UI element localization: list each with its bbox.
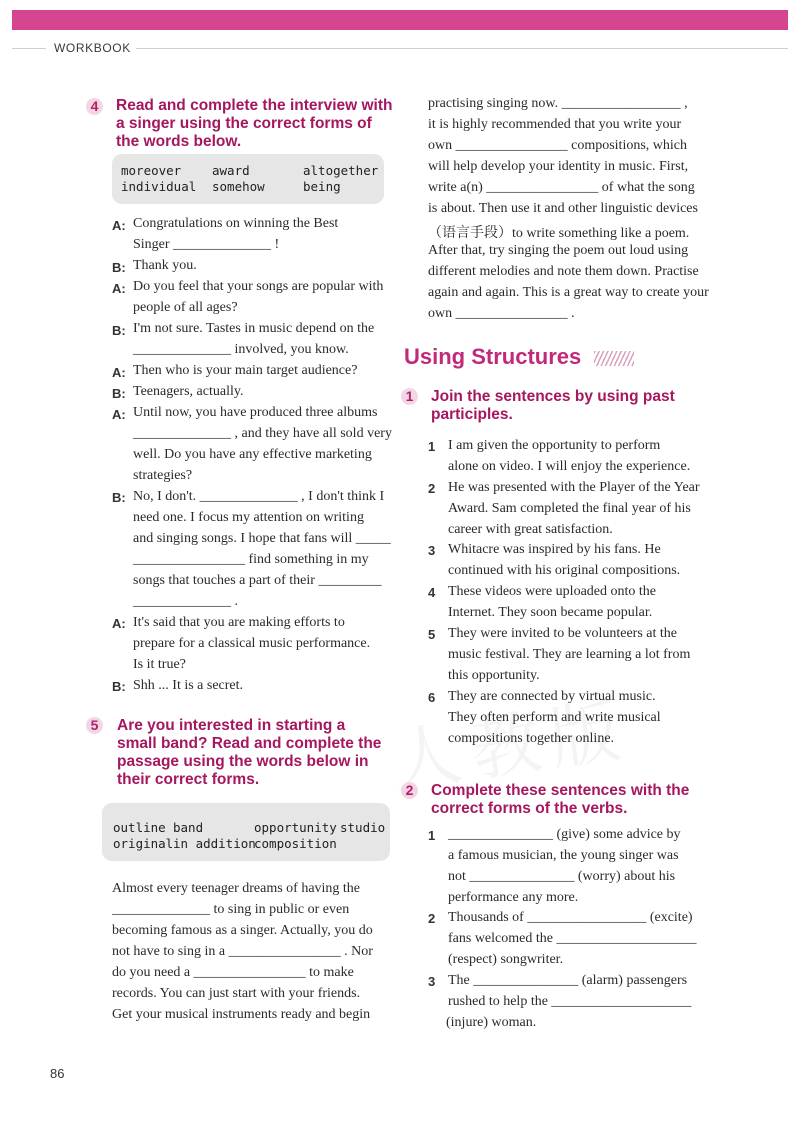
passage-line: is about. Then use it and other linguistic devices bbox=[428, 201, 698, 216]
speaker-label: A: bbox=[112, 218, 126, 233]
dialogue-line: Shh ... It is a secret. bbox=[133, 678, 244, 693]
speaker-label: B: bbox=[112, 386, 126, 401]
item-line: (respect) songwriter. bbox=[448, 952, 564, 967]
dialogue-line: Then who is your main target audience? bbox=[133, 363, 358, 378]
dialogue-line: and singing songs. I hope that fans will _____ bbox=[133, 531, 391, 546]
exercise-5-heading: Are you interested in starting a small band? Read and complete the passage using the words below in their correct forms. bbox=[117, 717, 382, 788]
item-line: They often perform and write musical bbox=[448, 710, 661, 725]
item-number: 1 bbox=[428, 828, 436, 843]
word: altogether bbox=[303, 163, 379, 178]
dialogue-line: Do you feel that your songs are popular with bbox=[133, 279, 384, 294]
word: moreover bbox=[121, 163, 182, 178]
exercise-4-number: 4 bbox=[86, 98, 103, 115]
item-number: 3 bbox=[428, 543, 436, 558]
item-line: Thousands of _________________ (excite) bbox=[448, 910, 693, 925]
page-number: 86 bbox=[50, 1066, 65, 1081]
passage-line: again and again. This is a great way to create your bbox=[428, 285, 709, 300]
word: outline bbox=[113, 820, 166, 835]
structures-ex2-number: 2 bbox=[401, 782, 418, 799]
workbook-label: WORKBOOK bbox=[54, 41, 131, 55]
passage-line: do you need a ________________ to make bbox=[112, 965, 354, 980]
item-number: 3 bbox=[428, 974, 436, 989]
dialogue-line: ______________ involved, you know. bbox=[133, 342, 349, 357]
speaker-label: B: bbox=[112, 260, 126, 275]
item-number: 1 bbox=[428, 439, 436, 454]
passage-line: it is highly recommended that you write your bbox=[428, 117, 682, 132]
passage-line: ______________ to sing in public or even bbox=[112, 902, 350, 917]
item-line: They are connected by virtual music. bbox=[448, 689, 656, 704]
word: band bbox=[173, 820, 204, 835]
item-number: 4 bbox=[428, 585, 436, 600]
passage-line: After that, try singing the poem out loud using bbox=[428, 243, 689, 258]
dialogue-line: songs that touches a part of their _________ bbox=[133, 573, 382, 588]
passage-line: Almost every teenager dreams of having the bbox=[112, 881, 361, 896]
dialogue-line: Teenagers, actually. bbox=[133, 384, 244, 399]
word: original bbox=[113, 836, 174, 851]
item-line: this opportunity. bbox=[448, 668, 540, 683]
dialogue-line: Singer ______________ ! bbox=[133, 237, 280, 252]
passage-line: not have to sing in a ________________ . Nor bbox=[112, 944, 373, 959]
passage-line: practising singing now. _________________ , bbox=[428, 96, 688, 111]
item-number: 6 bbox=[428, 690, 436, 705]
dialogue-line: Until now, you have produced three albums bbox=[133, 405, 378, 420]
word: in addition bbox=[173, 836, 256, 851]
speaker-label: A: bbox=[112, 365, 126, 380]
item-line: Internet. They soon became popular. bbox=[448, 605, 653, 620]
dialogue-line: I'm not sure. Tastes in music depend on the bbox=[133, 321, 375, 336]
passage-line: write a(n) ________________ of what the song bbox=[428, 180, 695, 195]
item-line: fans welcomed the ____________________ bbox=[448, 931, 697, 946]
item-line: The _______________ (alarm) passengers bbox=[448, 973, 688, 988]
speaker-label: A: bbox=[112, 281, 126, 296]
word: award bbox=[212, 163, 250, 178]
speaker-label: B: bbox=[112, 490, 126, 505]
speaker-label: A: bbox=[112, 616, 126, 631]
dialogue-line: prepare for a classical music performance. bbox=[133, 636, 371, 651]
structures-ex1-number: 1 bbox=[401, 388, 418, 405]
structures-ex2-heading: Complete these sentences with the correct forms of the verbs. bbox=[431, 782, 690, 817]
dialogue-line: ________________ find something in my bbox=[133, 552, 369, 567]
passage-line: will help develop your identity in music. First, bbox=[428, 159, 689, 174]
item-line: music festival. They are learning a lot from bbox=[448, 647, 691, 662]
item-line: not _______________ (worry) about his bbox=[448, 869, 676, 884]
item-line: performance any more. bbox=[448, 890, 579, 905]
item-number: 5 bbox=[428, 627, 436, 642]
dialogue-line: ______________ , and they have all sold very bbox=[133, 426, 392, 441]
speaker-label: A: bbox=[112, 407, 126, 422]
item-line: These videos were uploaded onto the bbox=[448, 584, 656, 599]
item-line: compositions together online. bbox=[448, 731, 615, 746]
exercise-5-word-box bbox=[102, 803, 390, 861]
word: composition bbox=[254, 836, 337, 851]
structures-ex1-heading: Join the sentences by using past participles. bbox=[431, 388, 675, 423]
exercise-4-word-box bbox=[112, 154, 384, 204]
item-number: 2 bbox=[428, 481, 436, 496]
item-line: rushed to help the ____________________ bbox=[448, 994, 692, 1009]
passage-line: own ________________ . bbox=[428, 306, 575, 321]
dialogue-line: well. Do you have any effective marketing bbox=[133, 447, 372, 462]
item-line: career with great satisfaction. bbox=[448, 522, 613, 537]
passage-line: becoming famous as a singer. Actually, you do bbox=[112, 923, 373, 938]
item-line: alone on video. I will enjoy the experience. bbox=[448, 459, 691, 474]
dialogue-line: need one. I focus my attention on writing bbox=[133, 510, 364, 525]
header-rule-right bbox=[136, 48, 788, 49]
passage-line: records. You can just start with your friends. bbox=[112, 986, 361, 1001]
word: studio bbox=[340, 820, 386, 835]
dialogue-line: strategies? bbox=[133, 468, 193, 483]
exercise-4-heading: Read and complete the interview with a singer using the correct forms of the words below. bbox=[116, 97, 393, 150]
speaker-label: B: bbox=[112, 679, 126, 694]
title-hatch-decoration bbox=[594, 351, 634, 366]
header-bar bbox=[12, 10, 788, 30]
item-line: He was presented with the Player of the Year bbox=[448, 480, 700, 495]
passage-line: （语言手段）to write something like a poem. bbox=[428, 226, 690, 241]
item-number: 2 bbox=[428, 911, 436, 926]
passage-line: own ________________ compositions, which bbox=[428, 138, 687, 153]
item-line: I am given the opportunity to perform bbox=[448, 438, 661, 453]
item-line: Whitacre was inspired by his fans. He bbox=[448, 542, 661, 557]
item-line: _______________ (give) some advice by bbox=[448, 827, 681, 842]
dialogue-line: It's said that you are making efforts to bbox=[133, 615, 345, 630]
dialogue-line: No, I don't. ______________ , I don't think I bbox=[133, 489, 385, 504]
dialogue-line: Thank you. bbox=[133, 258, 197, 273]
item-line: a famous musician, the young singer was bbox=[448, 848, 679, 863]
exercise-5-number: 5 bbox=[86, 717, 103, 734]
passage-line: different melodies and note them down. Practise bbox=[428, 264, 699, 279]
item-line: They were invited to be volunteers at the bbox=[448, 626, 677, 641]
dialogue-line: people of all ages? bbox=[133, 300, 238, 315]
word: individual bbox=[121, 179, 197, 194]
speaker-label: B: bbox=[112, 323, 126, 338]
dialogue-line: ______________ . bbox=[133, 594, 238, 609]
word: being bbox=[303, 179, 341, 194]
dialogue-line: Is it true? bbox=[133, 657, 186, 672]
word: somehow bbox=[212, 179, 265, 194]
section-title-using-structures: Using Structures bbox=[404, 344, 582, 369]
item-line: continued with his original compositions. bbox=[448, 563, 681, 578]
item-line: Award. Sam completed the final year of his bbox=[448, 501, 691, 516]
header-rule-left bbox=[12, 48, 46, 49]
dialogue-line: Congratulations on winning the Best bbox=[133, 216, 339, 231]
passage-line: Get your musical instruments ready and begin bbox=[112, 1007, 371, 1022]
word: opportunity bbox=[254, 820, 337, 835]
item-line: (injure) woman. bbox=[446, 1015, 537, 1030]
